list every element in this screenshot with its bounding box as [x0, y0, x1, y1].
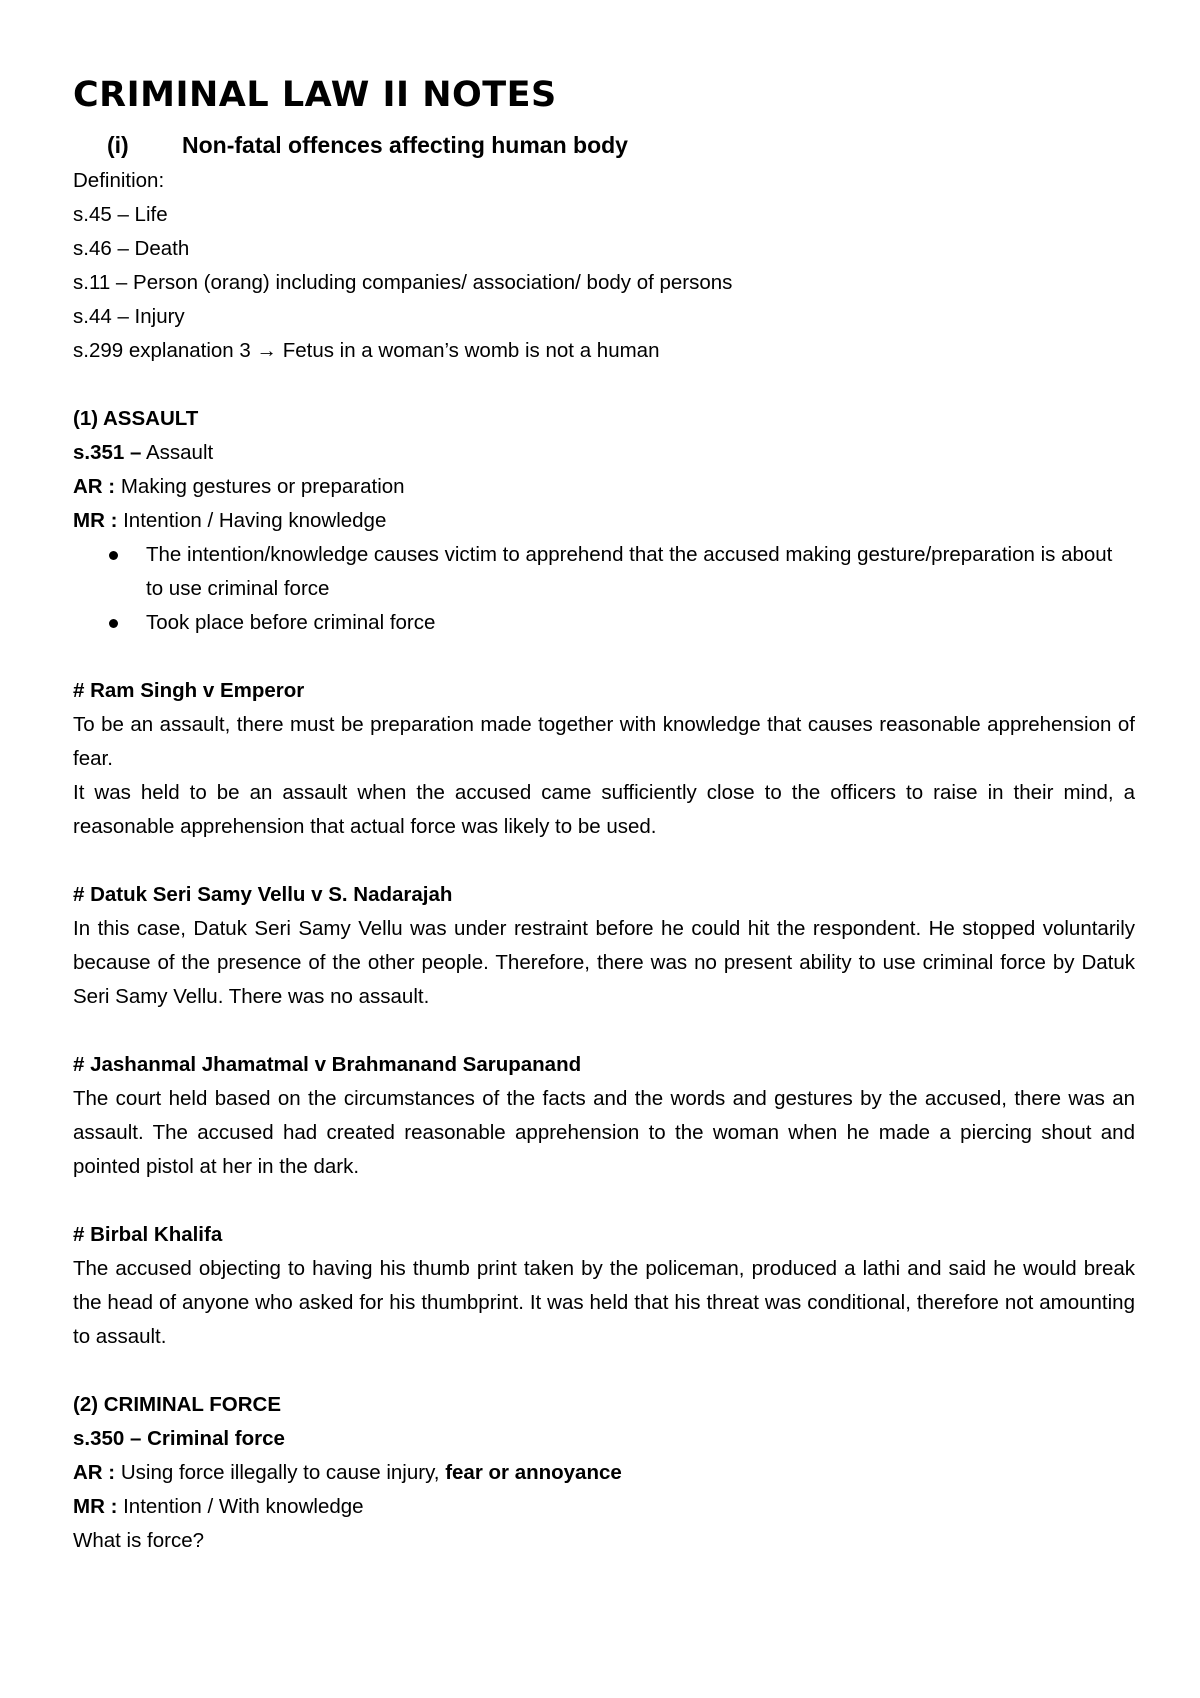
definition-item: s.11 – Person (orang) including companies/ association/ body of persons: [73, 271, 733, 294]
section-heading-i: [107, 128, 1135, 162]
mr-text: Intention / With knowledge: [117, 1495, 364, 1518]
case-paragraph: It was held to be an assault when the accused came sufficiently close to the officers to raise in their mind, a reasonable apprehension that actual force was likely to be used.: [73, 781, 1135, 838]
assault-mr: [73, 504, 1135, 538]
section-number: (i): [107, 132, 129, 158]
criminal-force-section: s.350 – Criminal force: [73, 1427, 285, 1450]
case-paragraph: The accused objecting to having his thumb print taken by the policeman, produced a lathi and said he would break the head of anyone who asked for his thumbprint. It was held that his threat was conditional, therefore not amounting to assault.: [73, 1257, 1135, 1348]
bullet-icon: [109, 619, 118, 628]
case-paragraph: The court held based on the circumstances of the facts and the words and gestures by the accused, there was an assault. The accused had created reasonable apprehension to the woman when he made a piercing shout and pointed pistol at her in the dark.: [73, 1087, 1135, 1178]
list-item: [73, 538, 1135, 606]
bullet-text: The intention/knowledge causes victim to apprehend that the accused making gesture/preparation is about to use criminal force: [146, 543, 1113, 600]
ar-text: Using force illegally to cause injury,: [115, 1461, 440, 1484]
list-item: [73, 606, 1135, 640]
mr-label: MR :: [73, 509, 118, 532]
criminal-force-mr: [73, 1490, 1135, 1524]
assault-section: [73, 436, 1135, 470]
force-question: What is force?: [73, 1529, 205, 1552]
definition-label: Definition:: [73, 169, 165, 192]
case-title: # Datuk Seri Samy Vellu v S. Nadarajah: [73, 883, 453, 906]
definition-item: s.45 – Life: [73, 203, 168, 226]
bullet-text: Took place before criminal force: [146, 611, 436, 634]
assault-ar: [73, 470, 1135, 504]
case-paragraph: To be an assault, there must be preparation made together with knowledge that causes reasonable apprehension of fear.: [73, 713, 1135, 770]
ar-text: Making gestures or preparation: [115, 475, 405, 498]
case-title: # Ram Singh v Emperor: [73, 679, 305, 702]
assault-section-title: Assault: [141, 441, 214, 464]
bullet-icon: [109, 551, 118, 560]
criminal-force-heading: (2) CRIMINAL FORCE: [73, 1393, 282, 1416]
assault-bullet-list: [73, 538, 1135, 640]
case-paragraph: In this case, Datuk Seri Samy Vellu was under restraint before he could hit the respondent. He stopped voluntarily because of the presence of the other people. Therefore, there was no present ability to use criminal force by Datuk Seri Samy Vellu. There was no assault.: [73, 917, 1135, 1008]
definition-item: s.46 – Death: [73, 237, 190, 260]
mr-text: Intention / Having knowledge: [117, 509, 387, 532]
document-title: CRIMINAL LAW II NOTES: [73, 75, 557, 115]
assault-heading: (1) ASSAULT: [73, 407, 199, 430]
case-title: # Birbal Khalifa: [73, 1223, 223, 1246]
ar-text-bold: fear or annoyance: [439, 1461, 622, 1484]
definition-item: s.299 explanation 3 → Fetus in a woman’s womb is not a human: [73, 339, 660, 362]
ar-label: AR :: [73, 475, 116, 498]
case-title: # Jashanmal Jhamatmal v Brahmanand Sarupanand: [73, 1053, 582, 1076]
mr-label: MR :: [73, 1495, 118, 1518]
definition-item: s.44 – Injury: [73, 305, 185, 328]
criminal-force-ar: [73, 1456, 1135, 1490]
section-label: Non-fatal offences affecting human body: [182, 132, 628, 158]
document-page: [73, 70, 1135, 1558]
ar-label: AR :: [73, 1461, 116, 1484]
assault-section-number: s.351 –: [73, 441, 142, 464]
